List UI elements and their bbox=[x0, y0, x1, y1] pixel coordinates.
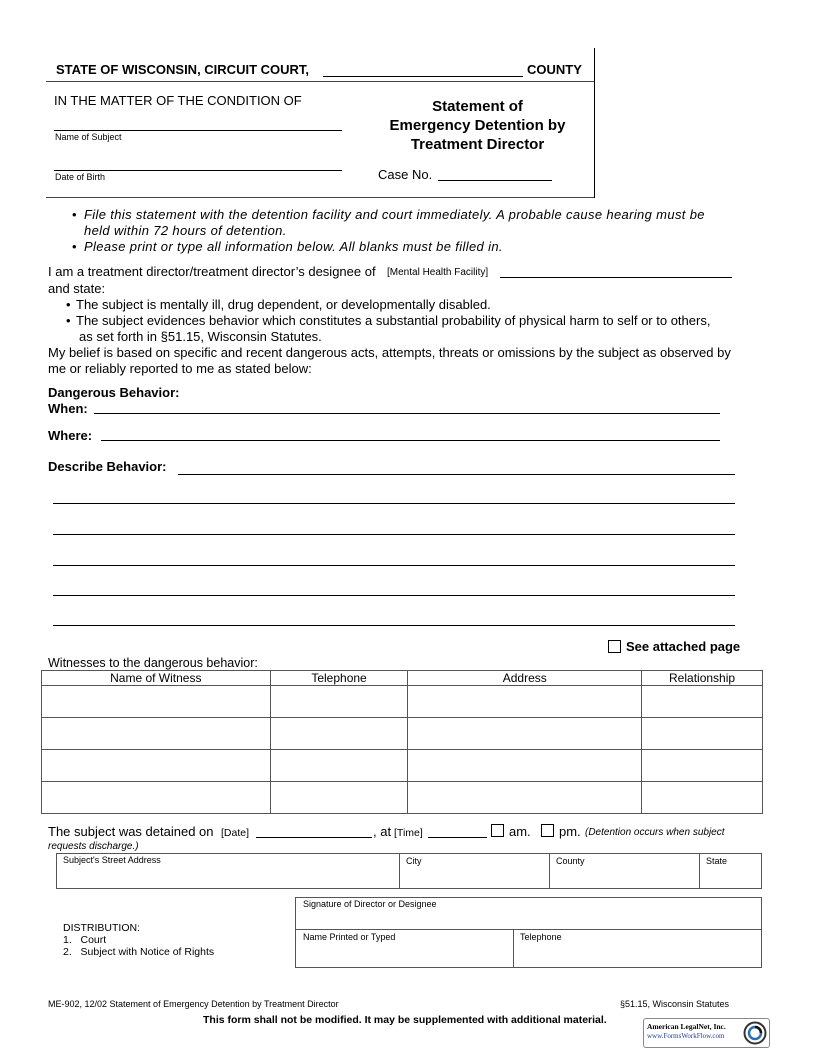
when-field[interactable] bbox=[94, 413, 720, 414]
column-header-name: Name of Witness bbox=[42, 671, 271, 686]
describe-line[interactable] bbox=[53, 565, 735, 566]
distribution-item-1: 1. Court bbox=[63, 934, 107, 946]
statement-intro: I am a treatment director/treatment director’s designee of bbox=[48, 264, 376, 279]
belief-line-2: me or reliably reported to me as stated below: bbox=[48, 361, 312, 376]
signature-field[interactable] bbox=[296, 910, 761, 929]
describe-line[interactable] bbox=[53, 595, 735, 596]
am-checkbox[interactable] bbox=[491, 824, 504, 837]
column-header-relationship: Relationship bbox=[642, 671, 763, 686]
instruction-1-line-2: held within 72 hours of detention. bbox=[84, 223, 287, 238]
title-line-1: Statement of bbox=[432, 98, 523, 115]
state-label: State bbox=[706, 856, 728, 866]
address-divider bbox=[699, 853, 700, 888]
bullet-2-line-1: The subject evidences behavior which constitutes a substantial probability of physical harm to self or to others, bbox=[76, 313, 711, 328]
witness-address-cell[interactable] bbox=[408, 750, 642, 782]
bullet-icon: • bbox=[72, 207, 77, 222]
date-of-birth-label: Date of Birth bbox=[55, 172, 106, 182]
date-label: [Date] bbox=[221, 827, 250, 839]
witness-name-cell[interactable] bbox=[42, 782, 271, 814]
see-attached-label: See attached page bbox=[626, 639, 741, 654]
instruction-2: Please print or type all information below. All blanks must be filled in. bbox=[84, 239, 503, 254]
title-line-3: Treatment Director bbox=[410, 136, 545, 153]
detention-time-field[interactable] bbox=[428, 837, 487, 838]
where-label: Where: bbox=[48, 428, 93, 443]
time-label: [Time] bbox=[394, 827, 423, 839]
witness-telephone-cell[interactable] bbox=[270, 782, 408, 814]
header-divider bbox=[46, 81, 594, 82]
when-label: When: bbox=[48, 401, 88, 416]
witness-relationship-cell[interactable] bbox=[642, 750, 763, 782]
matter-of-label: IN THE MATTER OF THE CONDITION OF bbox=[54, 93, 302, 108]
county-field-label: County bbox=[556, 856, 585, 866]
header-bottom-divider bbox=[46, 197, 594, 198]
detention-note-line-1: (Detention occurs when subject bbox=[585, 827, 725, 838]
see-attached-checkbox[interactable] bbox=[608, 640, 621, 653]
and-state-label: and state: bbox=[48, 281, 106, 296]
where-field[interactable] bbox=[101, 440, 720, 441]
bullet-2-line-2: as set forth in §51.15, Wisconsin Statutes. bbox=[79, 329, 322, 344]
logo bbox=[643, 1018, 770, 1048]
describe-behavior-label: Describe Behavior: bbox=[48, 459, 167, 474]
witness-name-cell[interactable] bbox=[42, 718, 271, 750]
county-name-field[interactable] bbox=[323, 76, 523, 77]
witness-telephone-cell[interactable] bbox=[270, 718, 408, 750]
telephone-label: Telephone bbox=[520, 932, 562, 942]
case-no-field[interactable] bbox=[438, 180, 552, 181]
address-divider bbox=[549, 853, 550, 888]
witness-telephone-cell[interactable] bbox=[270, 750, 408, 782]
signature-label: Signature of Director or Designee bbox=[303, 899, 437, 909]
detained-on-label: The subject was detained on bbox=[48, 824, 214, 839]
statute-reference: §51.15, Wisconsin Statutes bbox=[620, 999, 730, 1009]
detention-note-line-2: requests discharge.) bbox=[48, 841, 139, 852]
table-row bbox=[42, 750, 763, 782]
dangerous-behavior-heading: Dangerous Behavior: bbox=[48, 385, 180, 400]
facility-label: [Mental Health Facility] bbox=[387, 267, 489, 278]
column-header-address: Address bbox=[408, 671, 642, 686]
case-no-label: Case No. bbox=[378, 167, 433, 182]
witness-relationship-cell[interactable] bbox=[642, 782, 763, 814]
signature-divider bbox=[295, 929, 761, 930]
witness-telephone-cell[interactable] bbox=[270, 686, 408, 718]
pm-label: pm. bbox=[559, 824, 581, 839]
logo-url: www.FormsWorkFlow.com bbox=[647, 1032, 725, 1040]
logo-company: American LegalNet, Inc. bbox=[647, 1022, 726, 1031]
city-label: City bbox=[406, 856, 422, 866]
witness-name-cell[interactable] bbox=[42, 750, 271, 782]
at-label: , at bbox=[373, 824, 392, 839]
date-of-birth-field[interactable] bbox=[54, 170, 342, 171]
describe-line[interactable] bbox=[53, 503, 735, 504]
witnesses-caption: Witnesses to the dangerous behavior: bbox=[48, 656, 258, 670]
table-header-row bbox=[42, 671, 763, 686]
column-header-telephone: Telephone bbox=[270, 671, 408, 686]
logo-emblem-icon bbox=[743, 1021, 767, 1045]
detention-date-field[interactable] bbox=[256, 837, 372, 838]
form-title bbox=[360, 97, 595, 154]
witness-relationship-cell[interactable] bbox=[642, 686, 763, 718]
facility-field[interactable] bbox=[500, 277, 732, 278]
distribution-heading: DISTRIBUTION: bbox=[63, 922, 141, 934]
name-of-subject-field[interactable] bbox=[54, 130, 342, 131]
witness-address-cell[interactable] bbox=[408, 718, 642, 750]
describe-behavior-field[interactable] bbox=[178, 474, 735, 475]
bullet-icon: • bbox=[72, 239, 77, 254]
address-divider bbox=[399, 853, 400, 888]
describe-line[interactable] bbox=[53, 625, 735, 626]
signature-divider bbox=[513, 930, 514, 967]
modification-notice: This form shall not be modified. It may be supplemented with additional material. bbox=[203, 1014, 607, 1026]
distribution-item-2: 2. Subject with Notice of Rights bbox=[63, 946, 215, 958]
describe-line[interactable] bbox=[53, 534, 735, 535]
bullet-1-text: The subject is mentally ill, drug dependent, or developmentally disabled. bbox=[76, 297, 491, 312]
bullet-icon: • bbox=[66, 297, 71, 312]
table-row bbox=[42, 782, 763, 814]
name-printed-label: Name Printed or Typed bbox=[303, 932, 396, 942]
witness-address-cell[interactable] bbox=[408, 782, 642, 814]
county-label: COUNTY bbox=[527, 62, 582, 77]
pm-checkbox[interactable] bbox=[541, 824, 554, 837]
am-label: am. bbox=[509, 824, 531, 839]
table-row bbox=[42, 686, 763, 718]
form-id: ME-902, 12/02 Statement of Emergency Detention by Treatment Director bbox=[48, 999, 339, 1009]
witness-relationship-cell[interactable] bbox=[642, 718, 763, 750]
witness-table bbox=[41, 670, 763, 814]
instruction-1-line-1: File this statement with the detention facility and court immediately. A probable cause hearing must be bbox=[84, 207, 705, 222]
title-line-2: Emergency Detention by bbox=[389, 117, 566, 134]
witness-address-cell[interactable] bbox=[408, 686, 642, 718]
belief-line-1: My belief is based on specific and recent dangerous acts, attempts, threats or omissions by the subject as observed by bbox=[48, 345, 731, 360]
table-row bbox=[42, 718, 763, 750]
street-address-label: Subject's Street Address bbox=[63, 855, 161, 865]
name-of-subject-label: Name of Subject bbox=[55, 132, 122, 142]
court-line: STATE OF WISCONSIN, CIRCUIT COURT, bbox=[56, 62, 310, 77]
witness-name-cell[interactable] bbox=[42, 686, 271, 718]
bullet-icon: • bbox=[66, 313, 71, 328]
